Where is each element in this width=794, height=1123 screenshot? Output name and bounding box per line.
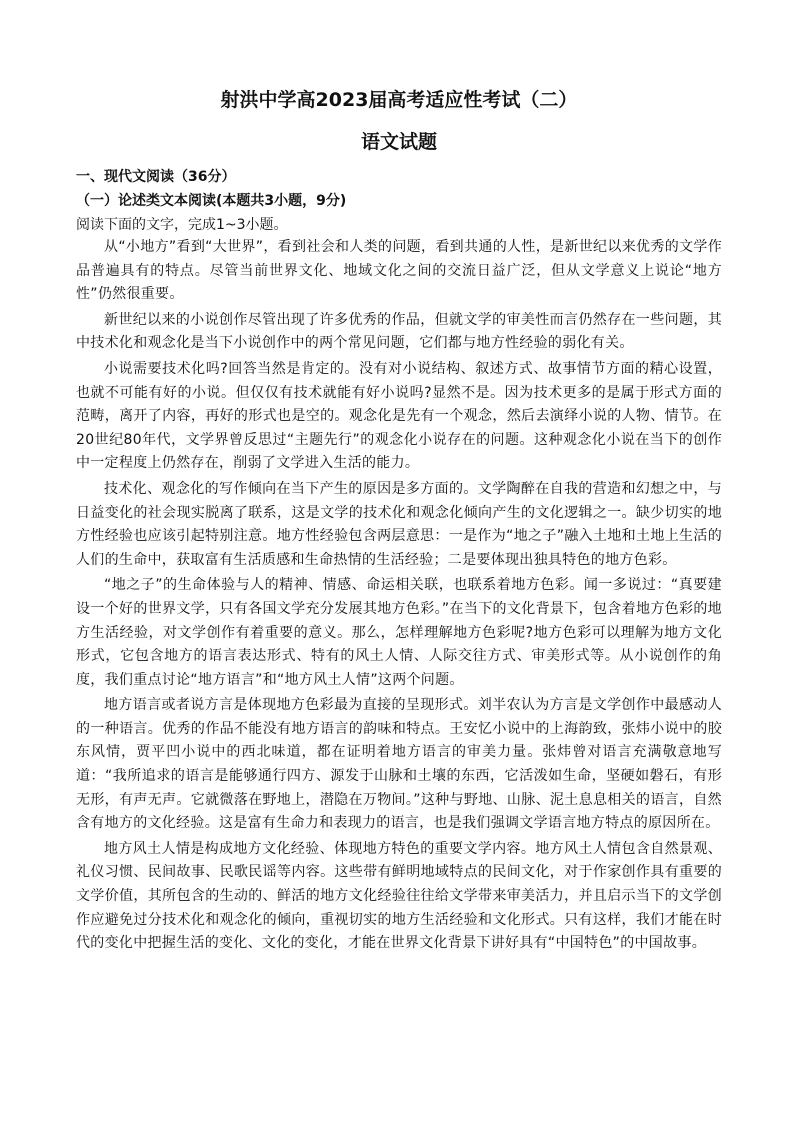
body-paragraph: 地方语言或者说方言是体现地方色彩最为直接的呈现形式。刘半农认为方言是文学创作中最感动人的一种语言。优秀的作品不能没有地方语言的韵味和特点。王安忆小说中的上海韵致，张炜小说中的胶东风情，贾平凹小说中的西北味道，都在证明着地方语言的审美力量。张炜曾对语言充满敬意地写道：“我所追求的语言是能够通行四方、源发于山脉和土壤的东西，它活泼如生命，坚硬如磐石，有形无形，有声无声。它就微落在野地上，潜隐在万物间。”这种与野地、山脉、泥土息息相关的语言，自然含有地方的文化经验。这是富有生命力和表现力的语言，也是我们强调文学语言地方特点的原因所在。 <box>76 697 722 832</box>
exam-title: 射洪中学高2023届高考适应性考试（二） <box>220 89 578 111</box>
body-paragraph: 地方风土人情是构成地方文化经验、体现地方特色的重要文学内容。地方风土人情包含自然景观、礼仪习惯、民间故事、民歌民谣等内容。这些带有鲜明地域特点的民间文化，对于作家创作具有重要的文学价值，其所包含的生动的、鲜活的地方文化经验往往给文学带来审美活力，并且启示当下的文学创作应避免过分技术化和观念化的倾向，重视切实的地方生活经验和文化形式。只有这样，我们才能在时代的变化中把握生活的变化、文化的变化，才能在世界文化背景下讲好具有“中国特色”的中国故事。 <box>76 840 722 952</box>
body-paragraph: 从“小地方”看到“大世界”，看到社会和人类的问题，看到共通的人性，是新世纪以来优秀的文学作品普遍具有的特点。尽管当前世界文化、地域文化之间的交流日益广泛，但从文学意义上说论“地方性”仍然很重要。 <box>76 239 722 303</box>
body-paragraph: 技术化、观念化的写作倾向在当下产生的原因是多方面的。文学陶醉在自我的营造和幻想之中，与日益变化的社会现实脱离了联系，这是文学的技术化和观念化倾向产生的文化逻辑之一。缺少切实的地方性经验也应该引起特别注意。地方性经验包含两层意思：一是作为“地之子”融入土地和土地上生活的人们的生命中，获取富有生活质感和生命热情的生活经验；二是要体现出独具特色的地方色彩。 <box>76 480 722 568</box>
body-paragraph: “地之子”的生命体验与人的精神、情感、命运相关联，也联系着地方色彩。闻一多说过：“真要建设一个好的世界文学，只有各国文学充分发展其地方色彩。”在当下的文化背景下，包含着地方色彩的地方生活经验，对文学创作有着重要的意义。那么，怎样理解地方色彩呢?地方色彩可以理解为地方文化形式，它包含地方的语言表达形式、特有的风土人情、人际交往方式、审美形式等。从小说创作的角度，我们重点讨论“地方语言”和“地方风土人情”这两个问题。 <box>76 577 722 688</box>
body-paragraph: 新世纪以来的小说创作尽管出现了许多优秀的作品，但就文学的审美性而言仍然存在一些问题，其中技术化和观念化是当下小说创作中的两个常见问题，它们都与地方性经验的弱化有关。 <box>76 311 722 352</box>
subsection-heading: （一）论述类文本阅读(本题共3小题，9分) <box>76 193 347 209</box>
reading-instruction: 阅读下面的文字，完成1~3小题。 <box>76 217 288 233</box>
section-heading: 一、现代文阅读（36分） <box>76 169 236 185</box>
exam-subtitle: 语文试题 <box>360 131 437 153</box>
body-paragraph: 小说需要技术化吗?回答当然是肯定的。没有对小说结构、叙述方式、故事情节方面的精心设置，也就不可能有好的小说。但仅仅有技术就能有好小说吗?显然不是。因为技术更多的是属于形式方面的范畴，离开了内容，再好的形式也是空的。观念化是先有一个观念，然后去演绎小说的人物、情节。在20世纪80年代，文学界曾反思过“主题先行”的观念化小说存在的问题。这种观念化小说在当下的创作中一定程度上仍然存在，削弱了文学进入生活的能力。 <box>76 360 722 472</box>
